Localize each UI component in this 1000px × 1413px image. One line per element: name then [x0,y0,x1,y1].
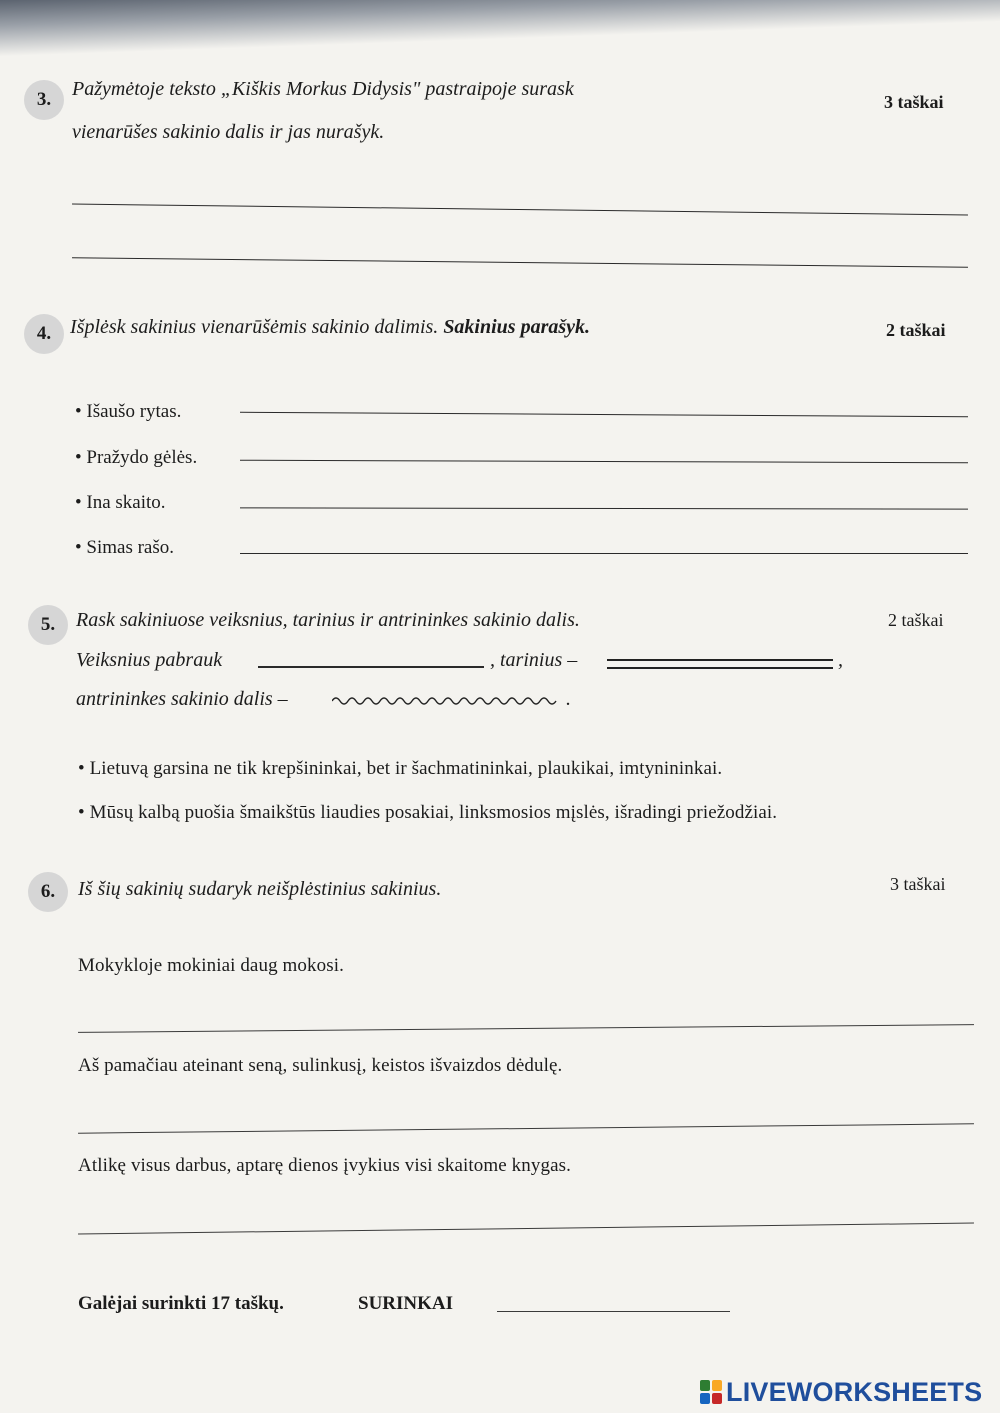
question-4-text-b: Sakinius parašyk. [443,316,591,338]
question-6-text: Iš šių sakinių sudaryk neišplėstinius sakinius. [78,878,442,900]
q5-sentence-1[interactable]: • Lietuvą garsina ne tik krepšininkai, bet ir šachmatininkai, plaukikai, imtynininkai. [78,758,723,779]
q6-sentence-2: Aš pamačiau ateinant seną, sulinkusį, keistos išvaizdos dėdulę. [78,1055,563,1076]
q5-predicate-instruction: , tarinius – [490,649,578,671]
q5-subject-instruction: Veiksnius pabrauk [76,649,223,671]
question-5-number: 5. [28,605,68,645]
q6-answer-line-2[interactable] [78,1123,974,1133]
question-5-points: 2 taškai [888,610,944,630]
question-3-number: 3. [24,80,64,120]
q4-item-4: • Simas rašo. [75,537,175,558]
q4-answer-line-2[interactable] [240,460,968,464]
collected-points-label: SURINKAI [358,1293,454,1314]
q5-secondary-instruction: antrininkes sakinio dalis – [76,688,288,710]
question-4-text [70,312,590,342]
question-5-text: Rask sakiniuose veiksnius, tarinius ir antrininkes sakinio dalis. [76,609,580,631]
underline-double-sample [607,659,833,669]
q4-item-3: • Ina skaito. [75,492,166,513]
answer-line-3b[interactable] [72,257,968,267]
q4-answer-line-3[interactable] [240,507,968,509]
total-points-label: Galėjai surinkti 17 taškų. [78,1293,284,1314]
q5-period: . [566,688,571,710]
question-3-text-line1: Pažymėtoje teksto „Kiškis Morkus Didysis" pastraipoje surask [72,78,574,100]
question-6-points: 3 taškai [890,874,946,894]
q4-item-2: • Pražydo gėlės. [75,447,198,468]
underline-single-sample [258,666,484,668]
answer-line-3a[interactable] [72,204,968,216]
q5-comma: , [838,649,843,671]
q6-answer-line-1[interactable] [78,1024,974,1033]
top-shadow-band [0,0,1000,56]
q6-answer-line-3[interactable] [78,1223,974,1235]
underline-wavy-sample [332,694,560,708]
collected-points-input-line[interactable] [497,1311,730,1312]
wavy-line-path [332,698,556,704]
q4-answer-line-4[interactable] [240,553,968,554]
liveworksheets-logo-icon [700,1380,722,1404]
q4-answer-line-1[interactable] [240,412,968,417]
q6-sentence-3: Atlikę visus darbus, aptarę dienos įvykius visi skaitome knygas. [78,1155,571,1176]
question-4-text-a: Išplėsk sakinius vienarūšėmis sakinio dalimis. [70,316,439,338]
question-6-number: 6. [28,872,68,912]
q5-sentence-2[interactable]: • Mūsų kalbą puošia šmaikštūs liaudies posakiai, linksmosios mįslės, išradingi priežodžiai. [78,802,778,823]
q4-item-1: • Išaušo rytas. [75,401,182,422]
q6-sentence-1: Mokykloje mokiniai daug mokosi. [78,955,344,976]
question-3-points: 3 taškai [884,92,944,112]
question-3-text-line2: vienarūšes sakinio dalis ir jas nurašyk. [72,121,385,143]
liveworksheets-logo-text: LIVEWORKSHEETS [726,1376,983,1407]
question-4-number: 4. [24,314,64,354]
question-4-points: 2 taškai [886,320,946,340]
liveworksheets-logo [700,1378,982,1406]
